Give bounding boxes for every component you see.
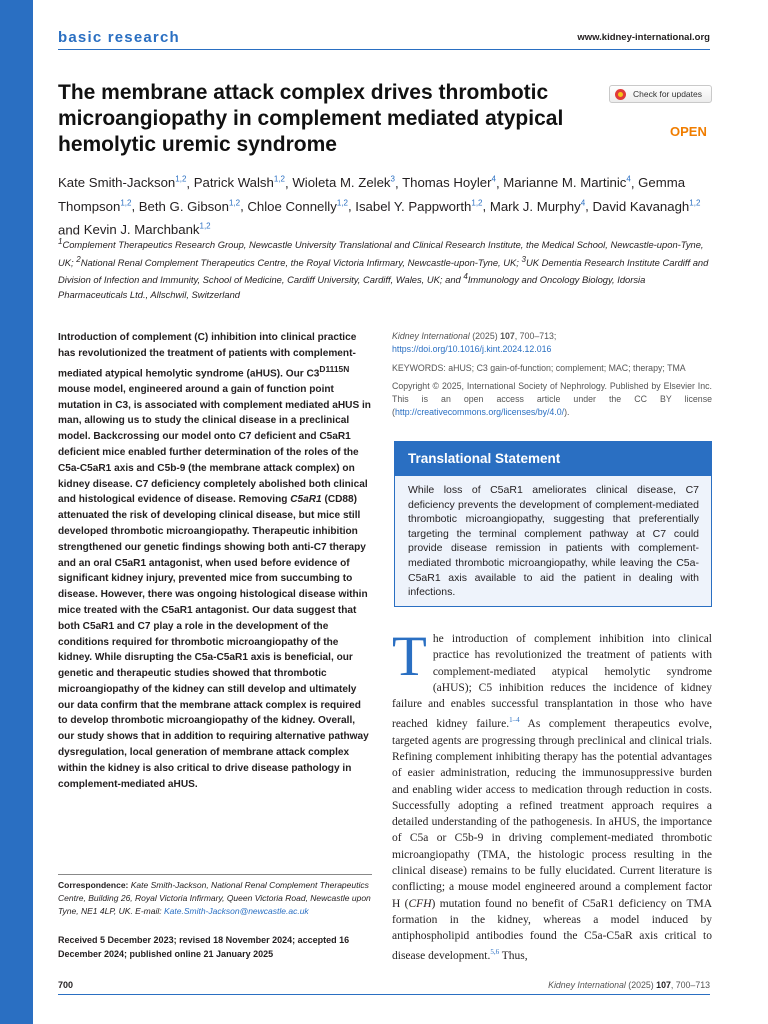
page-number: 700 — [58, 980, 74, 990]
crossmark-icon — [615, 89, 626, 100]
email-link[interactable]: Kate.Smith-Jackson@newcastle.ac.uk — [163, 905, 309, 916]
reference-link[interactable]: 1–4 — [509, 716, 520, 725]
author[interactable]: Wioleta M. Zelek$^3$ — [292, 175, 395, 191]
affiliations: $^1$Complement Therapeutics Research Group, Newcastle University Translational and Clinical Research Institute, the Medical School, Newcastle-upon-Tyne, UK; $^2$National Renal Complement Therapeutics Centre, the Royal Victoria Infirmary, Newcastle-upon-Tyne, UK; $^3$UK Dementia Research Institute Cardiff and Division of Infection and Immunity, School of Medicine, Cardiff University, Cardiff, Wales, UK; and $^4$Immunology and Oncology Biology, Idorsia Pharmaceuticals Ltd., Allschwil, Switzerland — [58, 237, 709, 300]
author[interactable]: David Kavanagh$^{1,2}$ — [592, 198, 701, 214]
check-for-updates-label: Check for updates — [633, 89, 702, 99]
citation: Kidney International (2025) 107, 700–713; https://doi.org/10.1016/j.kint.2024.12.016 — [392, 331, 557, 354]
left-color-bar — [0, 0, 33, 1024]
translational-statement-box — [394, 441, 712, 607]
author[interactable]: Gemma Thompson$^{1,2}$ — [58, 175, 686, 214]
correspondence-rule — [58, 874, 372, 875]
footer-rule — [58, 994, 710, 995]
reference-link[interactable]: 5,6 — [490, 948, 500, 957]
keywords: KEYWORDS: aHUS; C3 gain-of-function; complement; MAC; therapy; TMA — [392, 363, 686, 373]
author[interactable]: Thomas Hoyler$^4$ — [402, 175, 496, 191]
author[interactable]: Marianne M. Martinic$^4$ — [503, 175, 631, 191]
author[interactable]: Chloe Connelly$^{1,2}$ — [247, 198, 348, 214]
author[interactable]: Patrick Walsh$^{1,2}$ — [193, 175, 285, 191]
author[interactable]: Kate Smith-Jackson$^{1,2}$ — [58, 175, 187, 191]
check-for-updates-button[interactable] — [609, 85, 712, 103]
translational-statement-body: While loss of C5aR1 ameliorates clinical disease, C7 deficiency prevents the development of complement-mediated thrombotic microangiopathy, suggesting that preferentially targeting the terminal complement pathway at C7 could provide disease remission in patients with complement-mediated thrombotic microangiopathy, while leaving the C5a-C5aR1 axis available to aid the patient in dealing with infections. — [408, 484, 699, 599]
correspondence: Correspondence: Kate Smith-Jackson, National Renal Complement Therapeutics Centre, Building 26, Royal Victoria Infirmary, Queen Victoria Road, Newcastle upon Tyne, NE1 4LP, UK. E-mail: Kate.Smith-Jackson@newcastle.ac.uk — [58, 880, 371, 916]
body-text: The introduction of complement inhibition into clinical practice has revolutionized the treatment of patients with complement-mediated atypical hemolytic syndrome (aHUS); C5 inhibition reduces the incidence of kidney failure and enables successful transplantation in those who have reached kidney failure.$^{1-4}$ As complement therapeutics evolve, targeted agents are progressing through preclinical and clinical trials. Refining complement inhibiting therapy has the potential advantages of easier administration, reducing the immunosuppressive burden and enabling wider access to medication through reduction in costs. Successfully adopting a refined treatment approach requires a detailed understanding of the pathogenesis. In aHUS, the importance of C5a or C5b-9 in driving complement-mediated thrombotic microangiopathy (TMA, the histologic process resulting in the clinical disease) remains to be fully elucidated. Current literature is conflicting; a mouse model engineered around a complement factor H (CFH) mutation found no benefit of C5aR1 deficiency on TMA formation in the kidney, whereas a model induced by antiphospholipid antibodies found the C5a-C5aR axis critical to disease development.$^{5,6}$ Thus, — [392, 625, 712, 963]
article-title: The membrane attack complex drives thrombotic microangiopathy in complement mediated atypical hemolytic uremic syndrome — [58, 81, 564, 156]
author-list: Kate Smith-Jackson$^{1,2}$, Patrick Walsh$^{1,2}$, Wioleta M. Zelek$^3$, Thomas Hoyler$^4$, Marianne M. Martinic$^4$, Gemma Thompson$^{1,2}$, Beth G. Gibson$^{1,2}$, Chloe Connelly$^{1,2}$, Isabel Y. Pappworth$^{1,2}$, Mark J. Murphy$^4$, David Kavanagh$^{1,2}$ and Kevin J. Marchbank$^{1,2}$ — [58, 175, 701, 238]
open-access-label: OPEN — [670, 124, 707, 139]
journal-url[interactable]: www.kidney-international.org — [577, 32, 710, 43]
copyright-notice: Copyright © 2025, International Society of Nephrology. Published by Elsevier Inc. This is an open access article under the CC BY license (http://creativecommons.org/licenses/by/4.0/). — [392, 381, 712, 417]
section-label: basic research — [58, 29, 180, 46]
article-dates: Received 5 December 2023; revised 18 November 2024; accepted 16 December 2024; published online 21 January 2025 — [58, 935, 350, 959]
doi-link[interactable]: https://doi.org/10.1016/j.kint.2024.12.016 — [392, 344, 552, 354]
author[interactable]: Mark J. Murphy$^4$ — [489, 198, 586, 214]
abstract: Introduction of complement (C) inhibition into clinical practice has revolutionized the treatment of patients with complement-mediated atypical hemolytic syndrome (aHUS). Our $C3^{D1115N}$ mouse model, engineered around a gain of function point mutation in C3, is associated with complement mediated aHUS in man, allowing us to study the clinical disease in a preclinical model. Backcrossing our model onto C7 deficient and C5aR1 deficient mice enabled further determination of the roles of the C5a-C5aR1 axis and C5b-9 (the membrane attack complex) on kidney disease. C7 deficiency completely abolished both clinical and histological evidence of disease. Removing C5aR1 (CD88) attenuated the risk of developing clinical disease, but mice still developed thrombotic microangiopathy. Therapeutic inhibition strengthened our genetic findings showing both anti-C7 therapy and an oral C5aR1 antagonist, when used before evidence of significant kidney injury, prevented mice from succumbing to disease. However, there was ongoing histological disease within mice treated with the C5aR1 antagonist. Our data suggest that both C5aR1 and C7 play a role in the development of the conditions required for thrombotic microangiopathy of the kidney. While disrupting the C5a-C5aR1 axis is beneficial, our genetic and therapeutic studies showed that thrombotic microangiopathy of the kidney can still develop and ultimately our data confirm that the membrane attack complex is required to develop thrombotic microangiopathy of the kidney. Overall, our study shows that in addition to requiring alternative pathway dysregulation, local generation of membrane attack complex within the kidney is also critical to drive disease pathology in complement-mediated aHUS. — [58, 332, 371, 790]
author[interactable]: Isabel Y. Pappworth$^{1,2}$ — [355, 198, 483, 214]
footer-citation: Kidney International (2025) 107, 700–713 — [548, 980, 710, 990]
translational-statement-heading: Translational Statement — [395, 442, 711, 476]
header-rule — [58, 49, 710, 50]
license-link[interactable]: http://creativecommons.org/licenses/by/4.0/ — [394, 407, 565, 417]
drop-cap: T — [392, 625, 427, 688]
author[interactable]: Beth G. Gibson$^{1,2}$ — [138, 198, 241, 214]
author[interactable]: Kevin J. Marchbank$^{1,2}$ — [83, 221, 211, 238]
